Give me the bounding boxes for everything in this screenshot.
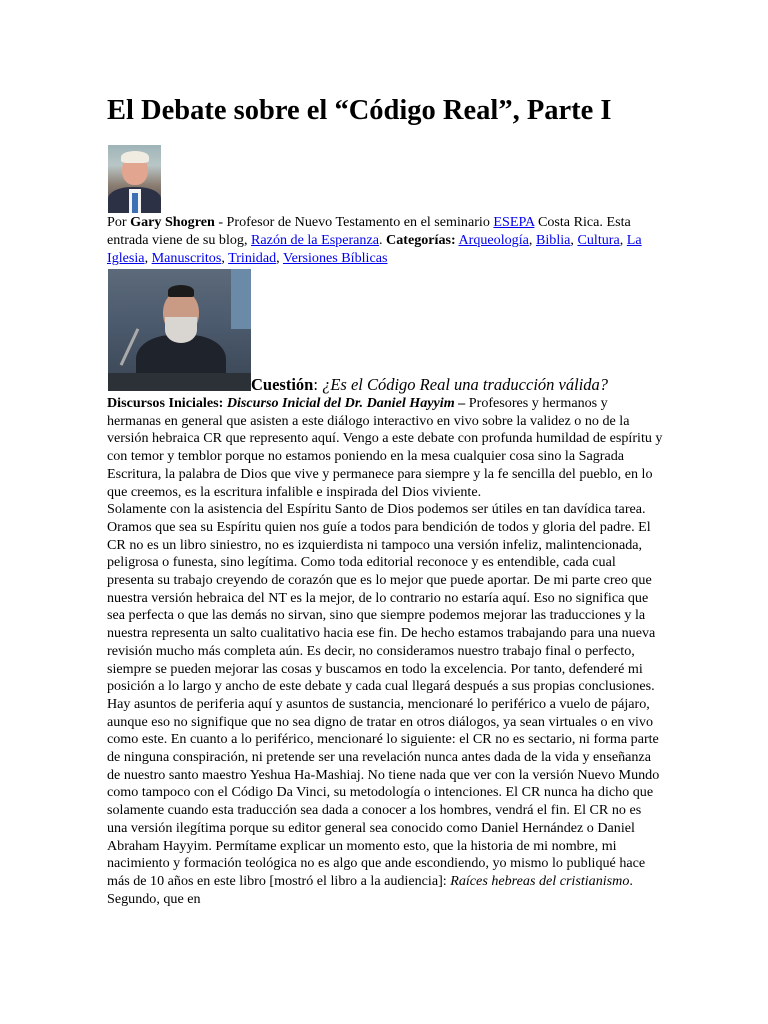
blog-link[interactable]: Razón de la Esperanza: [251, 232, 379, 248]
category-link-la-iglesia[interactable]: La Iglesia: [107, 232, 642, 266]
author-name: Gary Shogren: [130, 214, 215, 230]
question-text: ¿Es el Código Real una traducción válida?: [322, 375, 609, 394]
question-label: Cuestión: [251, 375, 314, 394]
category-link-arqueologia[interactable]: Arqueología: [458, 232, 529, 248]
paragraph-2: Solamente con la asistencia del Espíritu Santo de Dios podemos ser útiles en tan davídica tarea. Oramos que sea su Espíritu quien nos guíe a todos para bendición de todos y gloria del padre. El CR no es un libro siniestro, no es izquierdista ni tampoco una versión infeliz, malintencionada, peligrosa o funesta, sino legítima. Como toda editorial reconoce y es entendible, cada cual presenta su trabajo creyendo de corazón que es lo mejor que puede aportar. De mi parte creo que nuestra versión hebraica del NT es la mejor, de lo contrario no estaría aquí. Eso no significa que sea perfecta o que las demás no sirvan, sino que siempre podemos mejorar las traducciones y la nuestra representa un salto cualitativo hacia ese fin. De hecho estamos trabajando para una nueva revisión mucho más completa aún. Es decir, no consideramos nuestro trabajo final o perfecto, siempre se pueden mejorar las cosas y buscamos en todo la excelencia. Por tanto, defenderé mi posición a lo largo y ancho de este debate y cada cual llegará después a sus propias conclusiones. Hay asuntos de periferia aquí y asuntos de sustancia, mencionaré lo periférico a vuelo de pájaro, aunque eso no signifique que no sea digno de tratar en otros diálogos, ya sean virtuales o en vivo como este. En cuanto a lo periférico, mencionaré lo siguiente: el CR no es sectario, ni forma parte de ninguna conspiración, ni pretende ser una revelación nunca antes dada de la vida y enseñanza de nuestro santo maestro Yeshua Ha-Mashiaj. No tiene nada que ver con la versión Nuevo Mundo como tampoco con el Código Da Vinci, su metodología o intenciones. El CR nunca ha dicho que solamente cuando esta traducción sea dada a conocer a los hombres, vendrá el fin. El CR no es una versión ilegítima porque su editor general sea conocido como Daniel Hernández o Daniel Abraham Hayyim. Permítame explicar un momento esto, que la historia de mi nombre, mi nacimiento y formación teológica no es algo que ande escondiendo, yo mismo lo publiqué hace más de 10 años en este libro [mostró el libro a la audiencia]: Raíces hebreas del cristianismo. Segundo, que en: [107, 501, 660, 907]
page-title: El Debate sobre el “Código Real”, Parte I: [107, 95, 612, 126]
seminary-link[interactable]: ESEPA: [493, 214, 535, 230]
speaker-photo: [108, 269, 251, 391]
article-body: [107, 395, 663, 908]
category-link-versiones-biblicas[interactable]: Versiones Bíblicas: [282, 250, 388, 266]
category-link-cultura[interactable]: Cultura: [577, 232, 620, 248]
paragraph-1: Discursos Iniciales: Discurso Inicial del Dr. Daniel Hayyim – Profesores y hermanos y hermanas en general que asisten a este diálogo interactivo en vivo sobre la validez o no de la versión hebraica CR que represento aquí. Vengo a este debate con profunda humildad de espíritu y con temor y temblor porque no estamos poniendo en la mesa cualquier cosa sino la Sagrada Escritura, la palabra de Dios que vive y permanece para siempre y la fe sencilla del pueblo, en lo que creemos, es la escritura infalible e inspirada del Dios viviente.: [107, 395, 663, 500]
question-heading: Cuestión: ¿Es el Código Real una traducción válida?: [251, 375, 609, 394]
category-link-trinidad[interactable]: Trinidad: [228, 250, 277, 266]
discourse-title: Discurso Inicial del Dr. Daniel Hayyim –: [226, 395, 466, 411]
discourse-label: Discursos Iniciales:: [107, 395, 224, 411]
category-link-manuscritos[interactable]: Manuscritos: [151, 250, 222, 266]
category-link-biblia[interactable]: Biblia: [535, 232, 571, 248]
book-title: Raíces hebreas del cristianismo: [450, 872, 630, 889]
byline: Por Gary Shogren - Profesor de Nuevo Testamento en el seminario ESEPA Costa Rica. Esta entrada viene de su blog, Razón de la Esperanza. Categorías: Arqueología, Biblia, Cultura, La Iglesia, Manuscritos, Trinidad, Versiones Bíblicas: [107, 214, 642, 266]
categories-label: Categorías:: [386, 232, 456, 248]
author-photo: [108, 145, 161, 213]
